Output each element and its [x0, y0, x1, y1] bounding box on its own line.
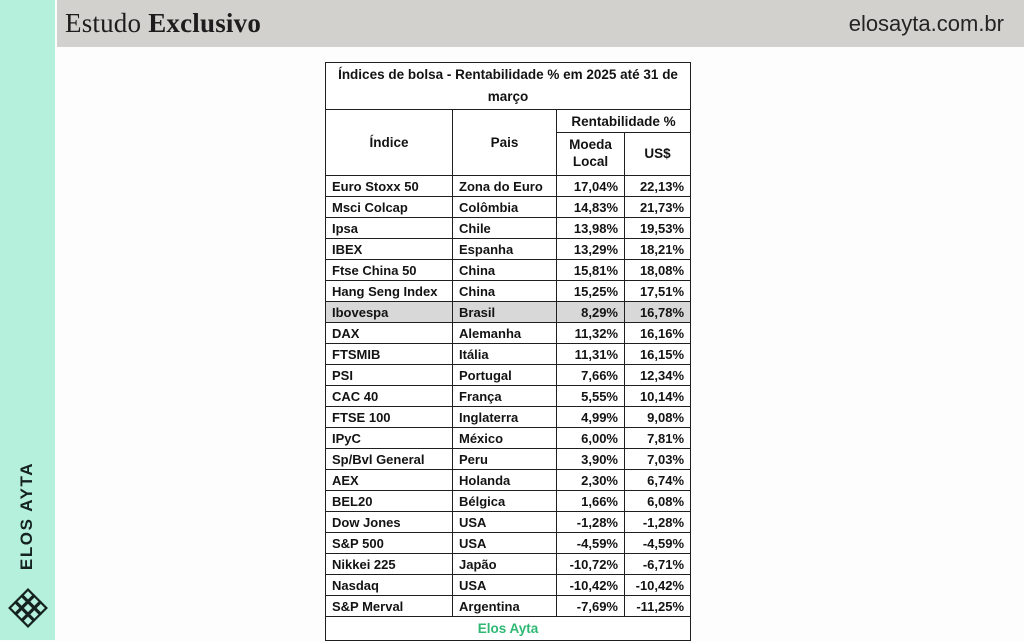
usd-return-cell: -4,59% — [625, 533, 691, 554]
index-cell: FTSE 100 — [326, 407, 453, 428]
table-row — [326, 554, 691, 575]
local-return-cell: 5,55% — [557, 386, 625, 407]
page-title — [65, 8, 261, 39]
country-cell: Chile — [453, 218, 557, 239]
table-body — [326, 176, 691, 617]
index-cell: Dow Jones — [326, 512, 453, 533]
country-cell: Peru — [453, 449, 557, 470]
index-cell: BEL20 — [326, 491, 453, 512]
table-row — [326, 512, 691, 533]
country-cell: Holanda — [453, 470, 557, 491]
usd-return-cell: 19,53% — [625, 218, 691, 239]
country-cell: China — [453, 260, 557, 281]
brand-name-label: ELOS AYTA — [17, 461, 37, 571]
column-header-index: Índice — [326, 110, 453, 176]
country-cell: Brasil — [453, 302, 557, 323]
index-cell: FTSMIB — [326, 344, 453, 365]
usd-return-cell: 16,78% — [625, 302, 691, 323]
local-return-cell: 17,04% — [557, 176, 625, 197]
country-cell: França — [453, 386, 557, 407]
usd-return-cell: 18,08% — [625, 260, 691, 281]
website-url: elosayta.com.br — [848, 10, 1004, 36]
table-title: Índices de bolsa - Rentabilidade % em 2025 até 31 de março — [326, 63, 691, 110]
stock-index-returns-table — [325, 62, 691, 641]
usd-return-cell: 16,16% — [625, 323, 691, 344]
index-cell: IBEX — [326, 239, 453, 260]
index-cell: S&P 500 — [326, 533, 453, 554]
local-return-cell: 3,90% — [557, 449, 625, 470]
country-cell: Alemanha — [453, 323, 557, 344]
table-row — [326, 491, 691, 512]
table-row — [326, 218, 691, 239]
table-row — [326, 344, 691, 365]
usd-return-cell: 17,51% — [625, 281, 691, 302]
column-header-country: Pais — [453, 110, 557, 176]
index-cell: IPyC — [326, 428, 453, 449]
usd-return-cell: -10,42% — [625, 575, 691, 596]
usd-return-cell: -6,71% — [625, 554, 691, 575]
usd-return-cell: 9,08% — [625, 407, 691, 428]
country-cell: Portugal — [453, 365, 557, 386]
country-cell: USA — [453, 575, 557, 596]
local-return-cell: 7,66% — [557, 365, 625, 386]
local-return-cell: -4,59% — [557, 533, 625, 554]
column-group-returns: Rentabilidade % — [557, 110, 691, 133]
country-cell: China — [453, 281, 557, 302]
country-cell: Espanha — [453, 239, 557, 260]
usd-return-cell: 6,74% — [625, 470, 691, 491]
index-cell: Nasdaq — [326, 575, 453, 596]
index-cell: AEX — [326, 470, 453, 491]
table-row — [326, 428, 691, 449]
index-cell: S&P Merval — [326, 596, 453, 617]
table-footer-brand: Elos Ayta — [326, 617, 691, 641]
table-row — [326, 281, 691, 302]
table-row — [326, 260, 691, 281]
usd-return-cell: 10,14% — [625, 386, 691, 407]
local-return-cell: 14,83% — [557, 197, 625, 218]
table-row — [326, 302, 691, 323]
table-row — [326, 239, 691, 260]
table-row — [326, 575, 691, 596]
table-row — [326, 323, 691, 344]
index-cell: DAX — [326, 323, 453, 344]
usd-return-cell: 7,81% — [625, 428, 691, 449]
local-return-cell: 6,00% — [557, 428, 625, 449]
local-return-cell: 11,31% — [557, 344, 625, 365]
index-cell: Ftse China 50 — [326, 260, 453, 281]
index-cell: Hang Seng Index — [326, 281, 453, 302]
table-row — [326, 596, 691, 617]
index-cell: Msci Colcap — [326, 197, 453, 218]
usd-return-cell: 22,13% — [625, 176, 691, 197]
local-return-cell: 13,98% — [557, 218, 625, 239]
local-return-cell: 2,30% — [557, 470, 625, 491]
local-return-cell: 15,81% — [557, 260, 625, 281]
usd-return-cell: -11,25% — [625, 596, 691, 617]
local-return-cell: 15,25% — [557, 281, 625, 302]
index-cell: CAC 40 — [326, 386, 453, 407]
country-cell: Argentina — [453, 596, 557, 617]
usd-return-cell: 16,15% — [625, 344, 691, 365]
index-cell: Nikkei 225 — [326, 554, 453, 575]
usd-return-cell: 6,08% — [625, 491, 691, 512]
usd-return-cell: 21,73% — [625, 197, 691, 218]
table-area — [325, 62, 691, 641]
country-cell: México — [453, 428, 557, 449]
country-cell: USA — [453, 512, 557, 533]
local-return-cell: -1,28% — [557, 512, 625, 533]
local-return-cell: 11,32% — [557, 323, 625, 344]
top-header-bar — [57, 0, 1024, 47]
table-row — [326, 407, 691, 428]
local-return-cell: 8,29% — [557, 302, 625, 323]
index-cell: Euro Stoxx 50 — [326, 176, 453, 197]
country-cell: Inglaterra — [453, 407, 557, 428]
index-cell: Sp/Bvl General — [326, 449, 453, 470]
country-cell: Itália — [453, 344, 557, 365]
usd-return-cell: 12,34% — [625, 365, 691, 386]
local-return-cell: 4,99% — [557, 407, 625, 428]
country-cell: Bélgica — [453, 491, 557, 512]
index-cell: PSI — [326, 365, 453, 386]
table-row — [326, 470, 691, 491]
country-cell: USA — [453, 533, 557, 554]
column-header-local-currency: Moeda Local — [557, 133, 625, 176]
usd-return-cell: 18,21% — [625, 239, 691, 260]
country-cell: Colômbia — [453, 197, 557, 218]
country-cell: Zona do Euro — [453, 176, 557, 197]
usd-return-cell: -1,28% — [625, 512, 691, 533]
table-row — [326, 386, 691, 407]
index-cell: Ipsa — [326, 218, 453, 239]
woven-diamond-lattice-icon — [8, 588, 48, 628]
page-title-bold: Exclusivo — [148, 8, 262, 38]
local-return-cell: -10,42% — [557, 575, 625, 596]
local-return-cell: 13,29% — [557, 239, 625, 260]
brand-sidebar — [0, 0, 55, 640]
table-row — [326, 533, 691, 554]
column-header-usd: US$ — [625, 133, 691, 176]
local-return-cell: -10,72% — [557, 554, 625, 575]
index-cell: Ibovespa — [326, 302, 453, 323]
table-row — [326, 365, 691, 386]
table-row — [326, 197, 691, 218]
table-row — [326, 449, 691, 470]
usd-return-cell: 7,03% — [625, 449, 691, 470]
page-title-regular: Estudo — [65, 8, 142, 38]
local-return-cell: -7,69% — [557, 596, 625, 617]
table-row — [326, 176, 691, 197]
local-return-cell: 1,66% — [557, 491, 625, 512]
brand-vertical-text — [0, 450, 55, 582]
country-cell: Japão — [453, 554, 557, 575]
